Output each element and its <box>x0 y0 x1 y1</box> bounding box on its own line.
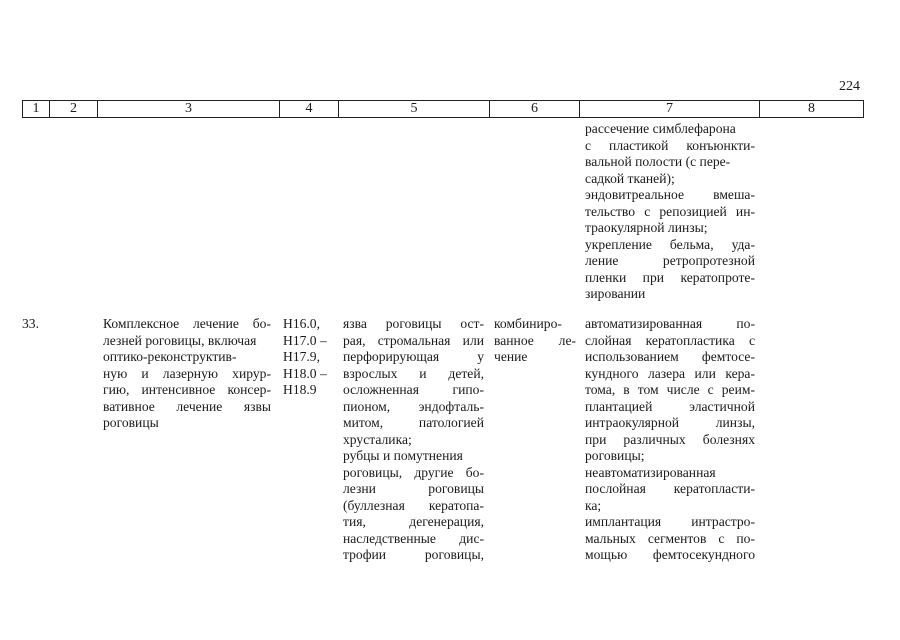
cell-line: кундного лазера или кера- <box>585 365 755 381</box>
cell-line: лезни роговицы <box>343 481 484 496</box>
cell-line: неавтоматизированная <box>585 464 716 480</box>
cell-line: ка; <box>585 497 602 513</box>
cell-line: вативное лечение язвы <box>103 398 271 414</box>
column-number-4: 4 <box>280 101 339 118</box>
cell-line: лезней роговицы, включая <box>103 332 257 348</box>
cell-line: рассечение симблефарона <box>585 121 736 136</box>
column-number-2: 2 <box>50 101 98 118</box>
continuation-methods-cell <box>585 121 755 303</box>
cell-line: эндовитреальное вмеша- <box>585 187 755 202</box>
cell-line: пленки при кератопроте- <box>585 269 755 285</box>
cell-line: тия, дегенерация, <box>343 514 484 529</box>
cell-line: роговицы, другие бо- <box>343 464 484 480</box>
patient-model-cell <box>343 316 484 564</box>
cell-line: взрослых и детей, <box>343 365 484 381</box>
column-number-8: 8 <box>760 101 864 118</box>
cell-line: перфорирующая у <box>343 349 484 364</box>
cell-line: укрепление бельма, уда- <box>585 236 755 252</box>
cell-line: язва роговицы ост- <box>343 316 484 331</box>
column-number-6: 6 <box>490 101 580 118</box>
cell-line: имплантация интрастро- <box>585 514 755 529</box>
treatment-type-cell <box>494 316 576 366</box>
cell-line: (буллезная кератопа- <box>343 497 484 513</box>
cell-line: H16.0, <box>283 316 321 331</box>
cell-line: ную и лазерную хирур- <box>103 365 271 381</box>
cell-line: ление ретропротезной <box>585 253 755 268</box>
cell-line: при различных болезнях <box>585 431 755 447</box>
cell-line: мощью фемтосекундного <box>585 547 755 562</box>
cell-line: H17.0 – <box>283 332 327 348</box>
cell-line: плантацией эластичной <box>585 398 755 414</box>
cell-line: рубцы и помутнения <box>343 448 463 463</box>
cell-line: слойная кератопластика с <box>585 332 755 348</box>
cell-line: траокулярной линзы; <box>585 220 708 235</box>
row-number: 33. <box>22 316 39 331</box>
cell-line: тельство с репозицией ин- <box>585 203 755 219</box>
cell-line: использованием фемтосе- <box>585 349 755 364</box>
cell-line: интраокулярной линзы, <box>585 415 755 430</box>
cell-line: гию, интенсивное консер- <box>103 382 271 397</box>
profile-cell <box>103 316 271 432</box>
cell-line: садкой тканей); <box>585 170 675 186</box>
column-number-5: 5 <box>339 101 490 118</box>
page-number: 224 <box>839 79 860 94</box>
cell-line: с пластикой конъюнкти- <box>585 137 755 153</box>
cell-line: хрусталика; <box>343 431 412 447</box>
cell-line: Комплексное лечение бо- <box>103 316 271 331</box>
icd-codes-cell <box>283 316 339 399</box>
column-number-header <box>22 100 864 118</box>
cell-line: пионом, эндофталь- <box>343 398 484 414</box>
column-number-3: 3 <box>98 101 280 118</box>
cell-line: ванное ле- <box>494 332 576 348</box>
cell-line: роговицы; <box>585 448 645 463</box>
cell-line: осложненная гипо- <box>343 382 484 397</box>
treatment-methods-cell <box>585 316 755 564</box>
column-number-7: 7 <box>580 101 760 118</box>
cell-line: тома, в том числе с реим- <box>585 382 755 397</box>
cell-line: послойная кератопласти- <box>585 481 755 496</box>
cell-line: H18.9 <box>283 382 317 397</box>
cell-line: H17.9, <box>283 349 321 364</box>
cell-line: рая, стромальная или <box>343 332 484 348</box>
cell-line: роговицы <box>103 415 159 430</box>
cell-line: H18.0 – <box>283 365 327 381</box>
cell-line: трофии роговицы, <box>343 547 484 562</box>
cell-line: чение <box>494 349 528 364</box>
cell-line: комбиниро- <box>494 316 562 331</box>
cell-line: автоматизированная по- <box>585 316 755 331</box>
cell-line: вальной полости (с пере- <box>585 154 731 169</box>
column-number-1: 1 <box>23 101 50 118</box>
cell-line: зировании <box>585 286 646 301</box>
cell-line: митом, патологией <box>343 415 484 430</box>
cell-line: наследственные дис- <box>343 530 484 546</box>
cell-line: оптико-реконструктив- <box>103 349 237 364</box>
cell-line: мальных сегментов с по- <box>585 530 755 546</box>
